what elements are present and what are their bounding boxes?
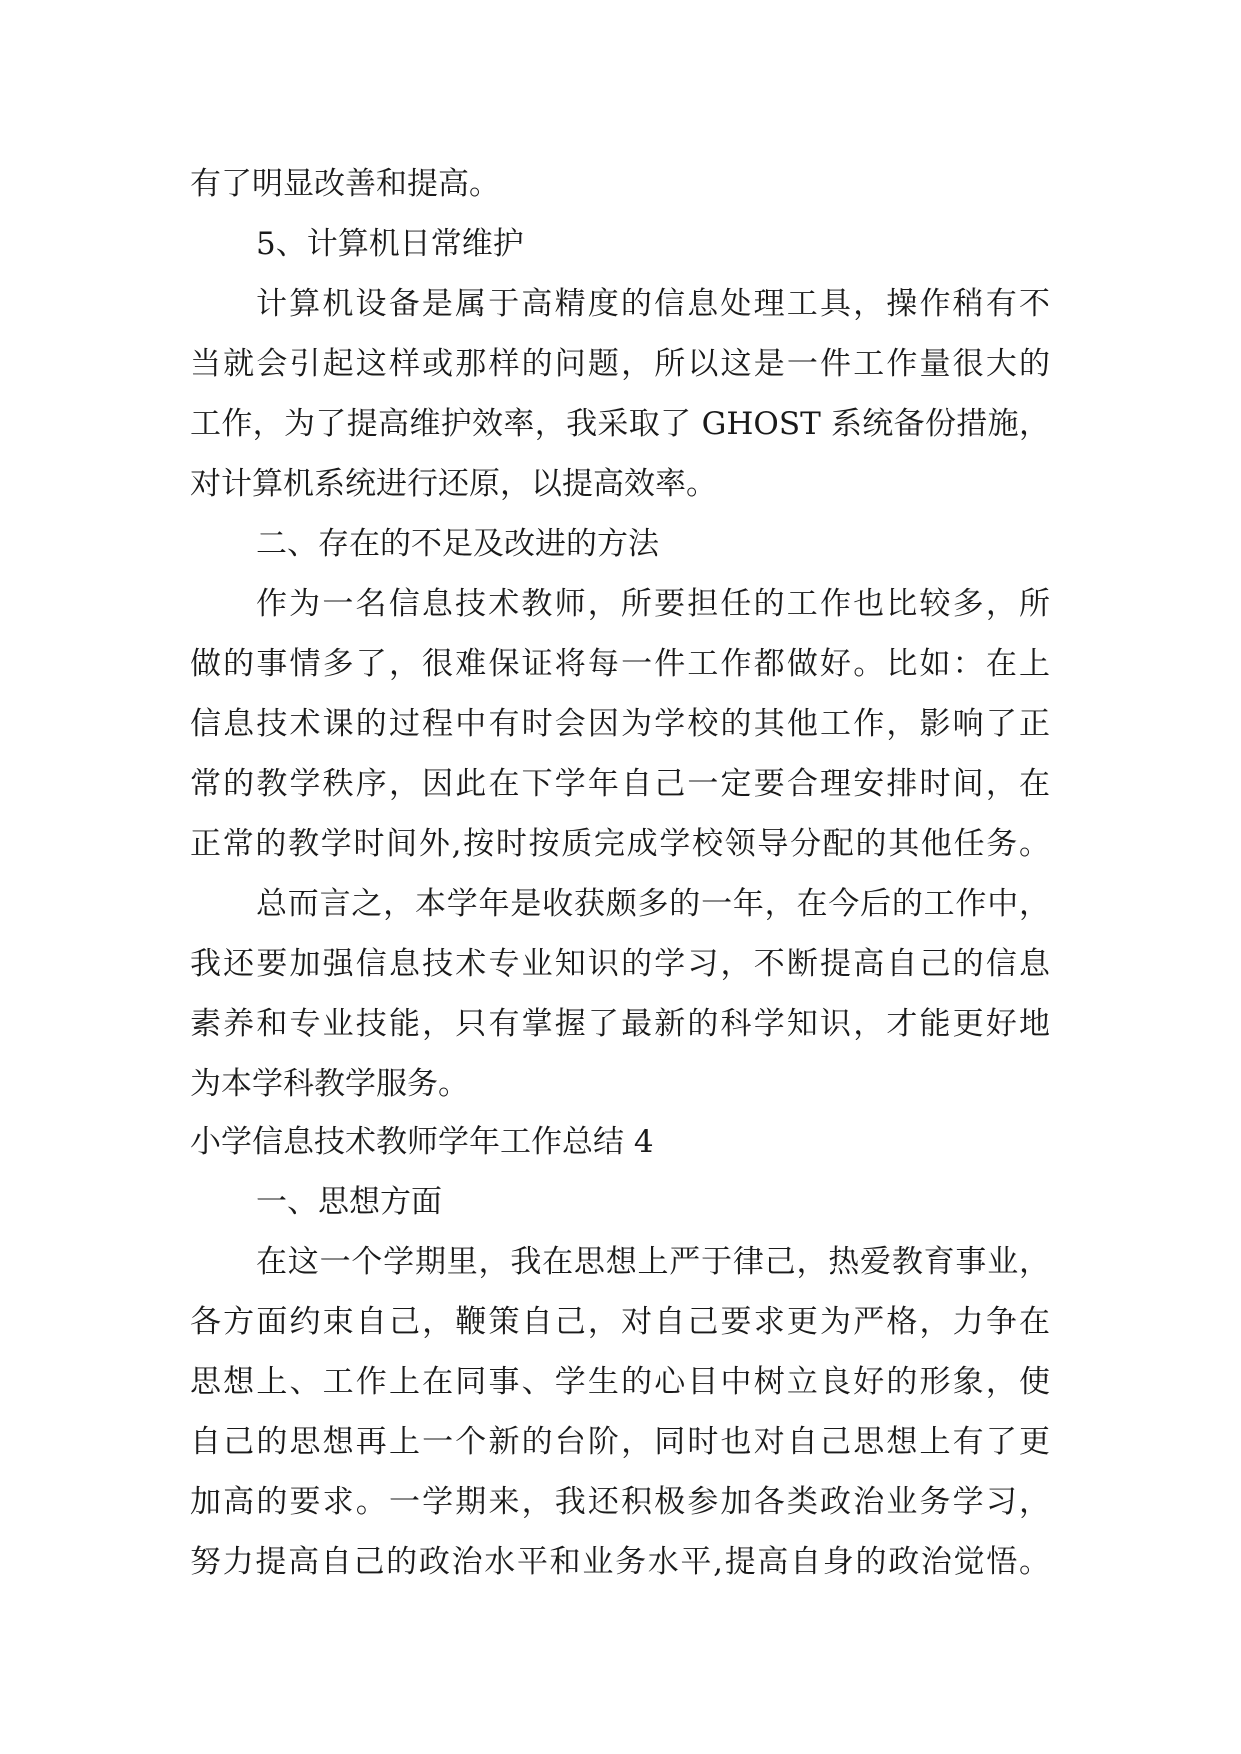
section-heading: 5、计算机日常维护 (256, 226, 524, 262)
section-heading: 一、思想方面 (256, 1184, 442, 1220)
text-line: 正常的教学时间外,按时按质完成学校领导分配的其他任务。 (190, 826, 1050, 862)
text-line: 作为一名信息技术教师，所要担任的工作也比较多，所 (256, 586, 1050, 622)
text-line: 对计算机系统进行还原，以提高效率。 (190, 466, 717, 502)
text-line: 常的教学秩序，因此在下学年自己一定要合理安排时间，在 (190, 766, 1050, 802)
text-line: 当就会引起这样或那样的问题，所以这是一件工作量很大的 (190, 346, 1050, 382)
text-line: 各方面约束自己，鞭策自己，对自己要求更为严格，力争在 (190, 1304, 1050, 1340)
text-line: 素养和专业技能，只有掌握了最新的科学知识，才能更好地 (190, 1006, 1050, 1042)
text-line: 做的事情多了，很难保证将每一件工作都做好。比如：在上 (190, 646, 1050, 682)
text-line: 为本学科教学服务。 (190, 1066, 469, 1102)
text-line: 思想上、工作上在同事、学生的心目中树立良好的形象，使 (190, 1364, 1050, 1400)
text-line: 信息技术课的过程中有时会因为学校的其他工作，影响了正 (190, 706, 1050, 742)
text-line: 加高的要求。一学期来，我还积极参加各类政治业务学习， (190, 1484, 1050, 1520)
text-line: 在这一个学期里，我在思想上严于律己，热爱教育事业， (256, 1244, 1050, 1280)
document-title: 小学信息技术教师学年工作总结 4 (190, 1124, 654, 1160)
text-line: 总而言之，本学年是收获颇多的一年，在今后的工作中， (256, 886, 1050, 922)
text-line: 努力提高自己的政治水平和业务水平,提高自身的政治觉悟。 (190, 1544, 1050, 1580)
text-line: 我还要加强信息技术专业知识的学习，不断提高自己的信息 (190, 946, 1050, 982)
text-line: 计算机设备是属于高精度的信息处理工具，操作稍有不 (256, 286, 1050, 322)
section-heading: 二、存在的不足及改进的方法 (256, 526, 659, 562)
text-line: 有了明显改善和提高。 (190, 166, 500, 202)
text-line: 自己的思想再上一个新的台阶，同时也对自己思想上有了更 (190, 1424, 1050, 1460)
text-line: 工作，为了提高维护效率，我采取了 GHOST 系统备份措施， (190, 406, 1050, 442)
